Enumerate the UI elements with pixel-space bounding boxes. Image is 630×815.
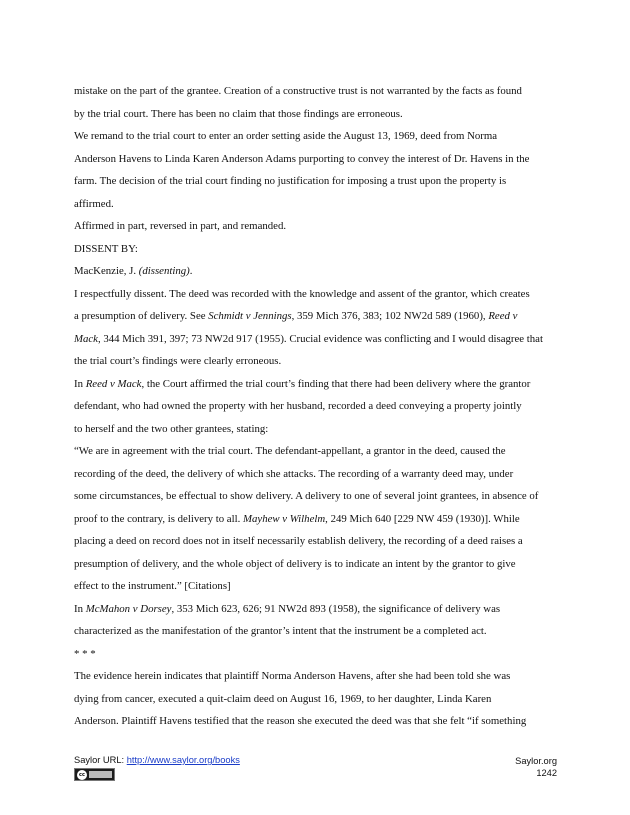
text-line <box>74 643 560 666</box>
text-run: by the trial court. There has been no claim that those findings are erroneous. <box>74 107 403 120</box>
case-citation: McMahon v Dorsey <box>85 602 172 615</box>
text-line <box>74 485 560 508</box>
text-line <box>74 305 560 328</box>
text-line <box>74 575 560 598</box>
text-line <box>74 553 560 576</box>
text-line <box>74 80 560 103</box>
case-citation: Reed v <box>488 310 518 322</box>
text-line <box>74 530 560 553</box>
case-citation: (dissenting) <box>138 265 190 277</box>
footer-site: Saylor.org <box>515 756 557 766</box>
text-line <box>74 103 560 126</box>
text-run: , 353 Mich 623, 626; 91 NW2d 893 (1958), the significance of delivery was <box>171 602 501 615</box>
text-run: . <box>189 265 193 277</box>
text-run: effect to the instrument.” [Citations] <box>74 580 231 592</box>
case-citation: Mack <box>74 332 98 345</box>
text-line <box>74 373 560 396</box>
text-run: I respectfully dissent. The deed was recorded with the knowledge and assent of the grantor, which creates <box>74 287 530 300</box>
page-number: 1242 <box>536 768 557 778</box>
text-line <box>74 418 560 441</box>
text-run: recording of the deed, the delivery of which she attacks. The recording of a warranty deed may, under <box>74 467 514 480</box>
text-line <box>74 688 560 711</box>
text-line <box>74 238 560 261</box>
text-run: Anderson Havens to Linda Karen Anderson Adams purporting to convey the interest of Dr. Havens in the <box>74 152 530 165</box>
text-line <box>74 148 560 171</box>
creative-commons-license-icon <box>74 768 115 781</box>
text-run: some circumstances, be effectual to show delivery. A delivery to one of several joint grantees, in absence of <box>74 490 539 502</box>
text-line <box>74 328 560 351</box>
text-run: dying from cancer, executed a quit-claim deed on August 16, 1969, to her daughter, Linda Karen <box>74 692 492 705</box>
text-run: , the Court affirmed the trial court’s finding that there had been delivery where the grantor <box>141 377 531 390</box>
footer-page-info <box>515 755 557 779</box>
text-run: In <box>74 602 86 615</box>
text-run: affirmed. <box>74 197 114 210</box>
text-run: defendant, who had owned the property with her husband, recorded a deed conveying a property jointly <box>74 400 522 412</box>
text-line <box>74 170 560 193</box>
text-line <box>74 665 560 688</box>
text-run: placing a deed on record does not in itself necessarily establish delivery, the recording of a deed raises a <box>74 535 523 547</box>
case-citation: Schmidt v Jennings <box>208 310 292 322</box>
case-citation: Reed v Mack <box>85 377 142 390</box>
footer-source <box>74 755 240 765</box>
footer-url-label: Saylor URL: <box>74 755 127 765</box>
text-run: The evidence herein indicates that plaintiff Norma Anderson Havens, after she had been told she was <box>74 670 511 682</box>
footer-url-link[interactable]: http://www.saylor.org/books <box>126 755 240 765</box>
text-run: farm. The decision of the trial court finding no justification for imposing a trust upon the property is <box>74 175 507 187</box>
text-line <box>74 193 560 216</box>
text-run: “We are in agreement with the trial court. The defendant-appellant, a grantor in the deed, caused the <box>74 445 506 457</box>
text-run: , 344 Mich 391, 397; 73 NW2d 917 (1955). Crucial evidence was conflicting and I would disagree that <box>97 332 543 345</box>
text-line <box>74 463 560 486</box>
text-line <box>74 710 560 733</box>
text-run: , 359 Mich 376, 383; 102 NW2d 589 (1960), <box>291 310 489 322</box>
text-line <box>74 440 560 463</box>
text-run: to herself and the two other grantees, stating: <box>74 422 269 435</box>
text-run: We remand to the trial court to enter an order setting aside the August 13, 1969, deed from Norma <box>74 130 498 142</box>
case-citation: Mayhew v Wilhelm <box>243 512 326 525</box>
body-text <box>74 80 560 733</box>
text-line <box>74 260 560 283</box>
text-run: * * * <box>74 647 96 660</box>
text-line <box>74 598 560 621</box>
text-line <box>74 125 560 148</box>
text-run: the trial court’s findings were clearly erroneous. <box>74 355 282 367</box>
text-run: a presumption of delivery. See <box>74 310 209 322</box>
text-run: MacKenzie, J. <box>74 265 139 277</box>
text-line <box>74 350 560 373</box>
text-run: DISSENT BY: <box>74 242 138 255</box>
text-run: presumption of delivery, and the whole object of delivery is to indicate an intent by the grantor to give <box>74 557 516 570</box>
text-run: Anderson. Plaintiff Havens testified that the reason she executed the deed was that she felt “if something <box>74 715 527 727</box>
text-line <box>74 283 560 306</box>
license-bar-icon <box>89 771 112 778</box>
text-run: proof to the contrary, is delivery to all. <box>74 512 244 525</box>
text-line <box>74 395 560 418</box>
text-line <box>74 508 560 531</box>
cc-circle-icon: cc <box>77 770 87 780</box>
text-line <box>74 620 560 643</box>
text-run: , 249 Mich 640 [229 NW 459 (1930)]. While <box>325 512 520 525</box>
text-run: characterized as the manifestation of the grantor’s intent that the instrument be a completed act. <box>74 625 487 637</box>
text-line <box>74 215 560 238</box>
text-run: mistake on the part of the grantee. Creation of a constructive trust is not warranted by the facts as found <box>74 85 522 97</box>
text-run: In <box>74 377 86 390</box>
text-run: Affirmed in part, reversed in part, and remanded. <box>74 220 287 232</box>
